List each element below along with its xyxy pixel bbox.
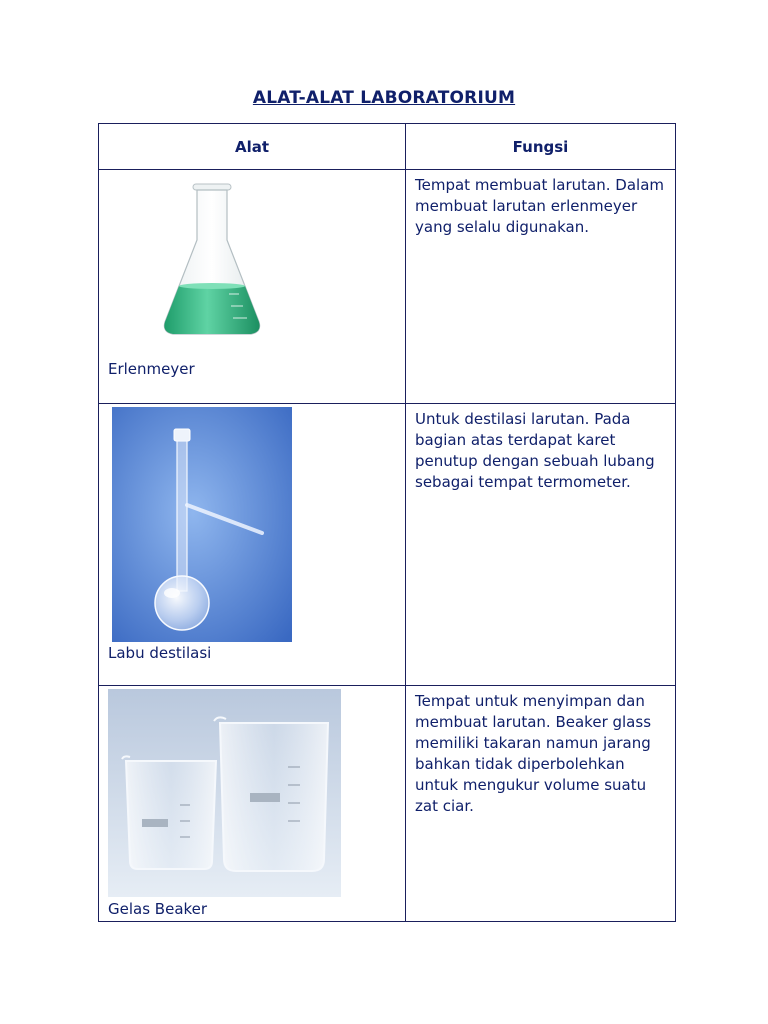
beaker-glass-icon — [108, 689, 341, 897]
tool-name: Labu destilasi — [108, 644, 212, 662]
tool-name: Erlenmeyer — [108, 360, 195, 378]
table-row — [99, 404, 676, 686]
tool-function: Untuk destilasi larutan. Pada bagian atas terdapat karet penutup dengan sebuah lubang sebagai tempat termometer. — [406, 404, 676, 686]
lab-equipment-table — [98, 123, 676, 922]
tool-cell — [99, 686, 406, 922]
tool-cell — [99, 404, 406, 686]
tool-function: Tempat untuk menyimpan dan membuat larutan. Beaker glass memiliki takaran namun jarang bahkan tidak diperbolehkan untuk mengukur volume suatu zat ciar. — [406, 686, 676, 922]
tool-name: Gelas Beaker — [108, 900, 208, 918]
header-alat: Alat — [99, 124, 406, 170]
erlenmeyer-flask-icon — [159, 182, 265, 342]
table-row — [99, 170, 676, 404]
distillation-flask-icon — [112, 407, 292, 642]
tool-cell — [99, 170, 406, 404]
table-header-row — [99, 124, 676, 170]
tool-function: Tempat membuat larutan. Dalam membuat larutan erlenmeyer yang selalu digunakan. — [406, 170, 676, 404]
table-row — [99, 686, 676, 922]
page-title: ALAT-ALAT LABORATORIUM — [252, 88, 516, 108]
header-fungsi: Fungsi — [406, 124, 676, 170]
